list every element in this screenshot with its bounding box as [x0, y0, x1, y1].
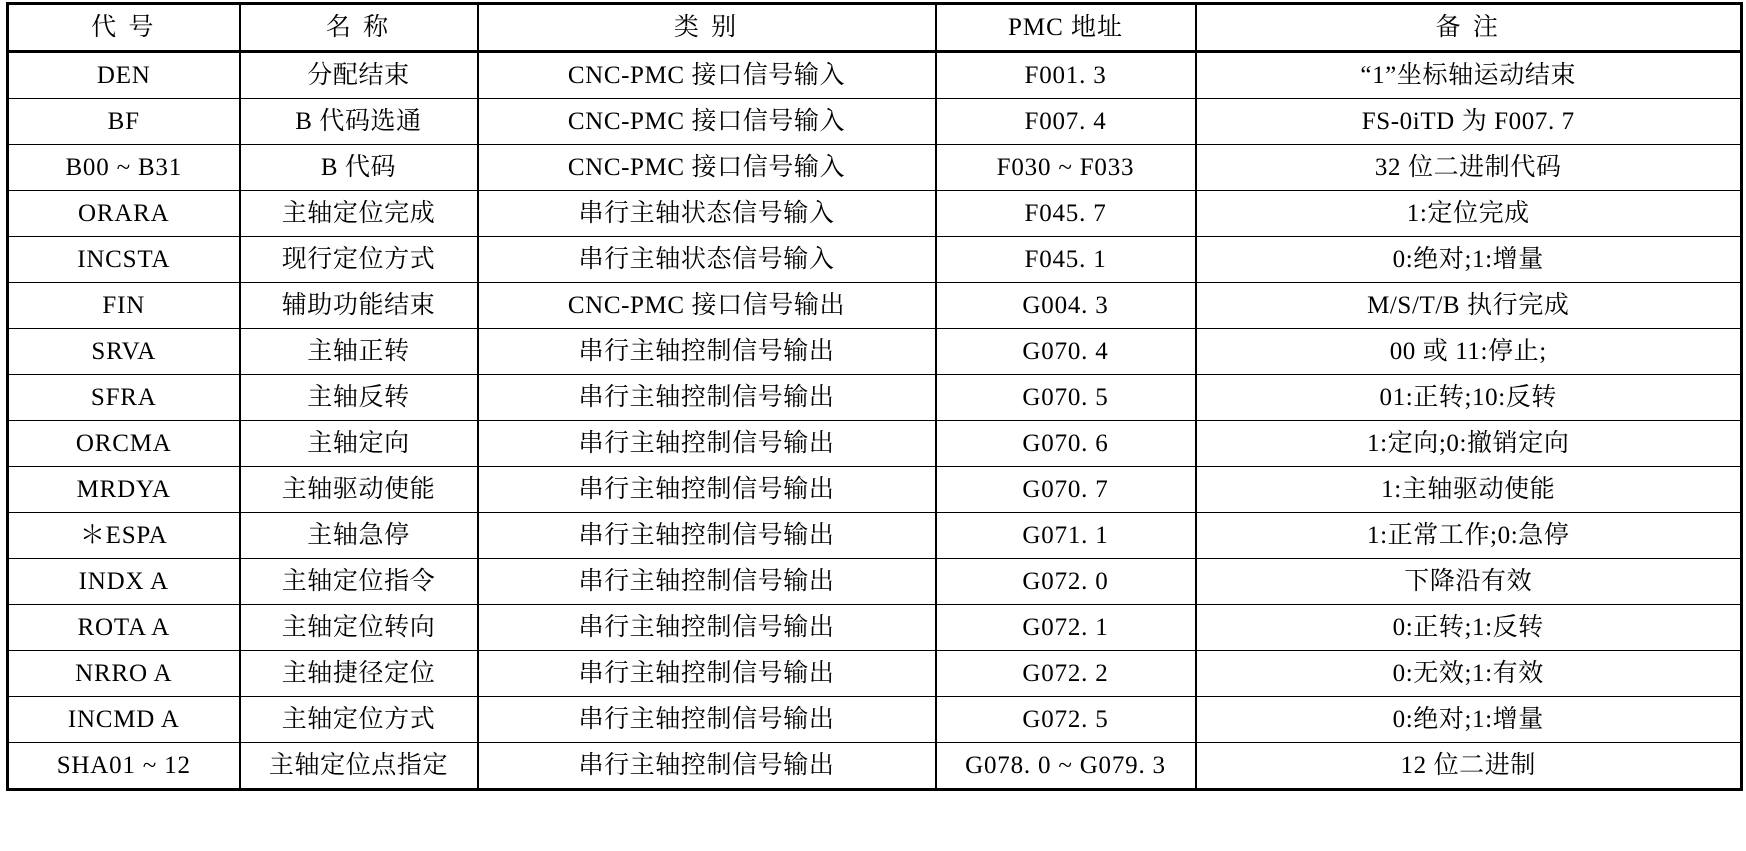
- column-header-category: 类 别: [478, 4, 936, 52]
- cell-code: ORARA: [8, 191, 240, 237]
- cell-category: 串行主轴控制信号输出: [478, 743, 936, 790]
- table-row: [8, 651, 1742, 697]
- cell-note: “1”坐标轴运动结束: [1196, 52, 1742, 99]
- table-row: [8, 375, 1742, 421]
- cell-address: G078. 0 ~ G079. 3: [936, 743, 1196, 790]
- cell-address: F007. 4: [936, 99, 1196, 145]
- cell-note: 1:正常工作;0:急停: [1196, 513, 1742, 559]
- cell-code: INDX A: [8, 559, 240, 605]
- cell-note: M/S/T/B 执行完成: [1196, 283, 1742, 329]
- column-header-note: 备 注: [1196, 4, 1742, 52]
- cell-note: FS-0iTD 为 F007. 7: [1196, 99, 1742, 145]
- pmc-signal-table: [6, 2, 1743, 791]
- table-row: [8, 237, 1742, 283]
- cell-category: 串行主轴状态信号输入: [478, 237, 936, 283]
- cell-note: 1:定位完成: [1196, 191, 1742, 237]
- cell-name: 主轴定向: [240, 421, 478, 467]
- cell-address: G070. 7: [936, 467, 1196, 513]
- cell-note: 0:正转;1:反转: [1196, 605, 1742, 651]
- table-row: [8, 743, 1742, 790]
- table-row: [8, 191, 1742, 237]
- cell-code: SRVA: [8, 329, 240, 375]
- cell-code: MRDYA: [8, 467, 240, 513]
- table-row: [8, 697, 1742, 743]
- cell-category: 串行主轴控制信号输出: [478, 559, 936, 605]
- cell-code: FIN: [8, 283, 240, 329]
- cell-note: 01:正转;10:反转: [1196, 375, 1742, 421]
- cell-address: G070. 6: [936, 421, 1196, 467]
- cell-name: 辅助功能结束: [240, 283, 478, 329]
- cell-name: 主轴急停: [240, 513, 478, 559]
- cell-code: ORCMA: [8, 421, 240, 467]
- cell-category: 串行主轴控制信号输出: [478, 375, 936, 421]
- cell-category: 串行主轴控制信号输出: [478, 329, 936, 375]
- table-row: [8, 467, 1742, 513]
- table-row: [8, 99, 1742, 145]
- cell-category: 串行主轴控制信号输出: [478, 605, 936, 651]
- table-row: [8, 513, 1742, 559]
- cell-category: 串行主轴控制信号输出: [478, 651, 936, 697]
- document-page: [0, 2, 1746, 851]
- cell-category: 串行主轴控制信号输出: [478, 697, 936, 743]
- cell-address: G070. 5: [936, 375, 1196, 421]
- table-row: [8, 421, 1742, 467]
- cell-code: B00 ~ B31: [8, 145, 240, 191]
- cell-note: 下降沿有效: [1196, 559, 1742, 605]
- cell-name: 主轴定位点指定: [240, 743, 478, 790]
- cell-code: SFRA: [8, 375, 240, 421]
- cell-note: 1:定向;0:撤销定向: [1196, 421, 1742, 467]
- cell-name: 现行定位方式: [240, 237, 478, 283]
- cell-address: G072. 1: [936, 605, 1196, 651]
- cell-code: INCSTA: [8, 237, 240, 283]
- cell-name: 主轴定位方式: [240, 697, 478, 743]
- cell-address: F030 ~ F033: [936, 145, 1196, 191]
- cell-category: 串行主轴控制信号输出: [478, 421, 936, 467]
- cell-category: 串行主轴控制信号输出: [478, 513, 936, 559]
- column-header-code: 代 号: [8, 4, 240, 52]
- cell-address: G072. 5: [936, 697, 1196, 743]
- cell-address: F045. 1: [936, 237, 1196, 283]
- cell-name: B 代码: [240, 145, 478, 191]
- cell-category: 串行主轴状态信号输入: [478, 191, 936, 237]
- cell-category: CNC-PMC 接口信号输入: [478, 145, 936, 191]
- cell-code: INCMD A: [8, 697, 240, 743]
- table-row: [8, 283, 1742, 329]
- cell-address: G071. 1: [936, 513, 1196, 559]
- cell-name: 主轴驱动使能: [240, 467, 478, 513]
- table-row: [8, 329, 1742, 375]
- cell-name: 主轴定位完成: [240, 191, 478, 237]
- cell-code: SHA01 ~ 12: [8, 743, 240, 790]
- table-row: [8, 559, 1742, 605]
- table-body: [8, 52, 1742, 790]
- cell-name: 分配结束: [240, 52, 478, 99]
- table-row: [8, 605, 1742, 651]
- table-row: [8, 52, 1742, 99]
- cell-address: G072. 2: [936, 651, 1196, 697]
- cell-name: B 代码选通: [240, 99, 478, 145]
- cell-address: G070. 4: [936, 329, 1196, 375]
- cell-code: NRRO A: [8, 651, 240, 697]
- cell-code: ROTA A: [8, 605, 240, 651]
- cell-category: 串行主轴控制信号输出: [478, 467, 936, 513]
- cell-address: G072. 0: [936, 559, 1196, 605]
- cell-name: 主轴定位转向: [240, 605, 478, 651]
- cell-category: CNC-PMC 接口信号输入: [478, 99, 936, 145]
- cell-address: F001. 3: [936, 52, 1196, 99]
- cell-note: 1:主轴驱动使能: [1196, 467, 1742, 513]
- table-row: [8, 145, 1742, 191]
- cell-address: G004. 3: [936, 283, 1196, 329]
- column-header-address: PMC 地址: [936, 4, 1196, 52]
- cell-name: 主轴定位指令: [240, 559, 478, 605]
- cell-note: 0:绝对;1:增量: [1196, 237, 1742, 283]
- cell-note: 32 位二进制代码: [1196, 145, 1742, 191]
- cell-name: 主轴捷径定位: [240, 651, 478, 697]
- cell-note: 0:绝对;1:增量: [1196, 697, 1742, 743]
- cell-note: 12 位二进制: [1196, 743, 1742, 790]
- cell-name: 主轴正转: [240, 329, 478, 375]
- cell-code: BF: [8, 99, 240, 145]
- cell-category: CNC-PMC 接口信号输出: [478, 283, 936, 329]
- table-header-row: [8, 4, 1742, 52]
- cell-code: ＊ESPA: [8, 513, 240, 559]
- column-header-name: 名 称: [240, 4, 478, 52]
- cell-address: F045. 7: [936, 191, 1196, 237]
- cell-note: 00 或 11:停止;: [1196, 329, 1742, 375]
- cell-category: CNC-PMC 接口信号输入: [478, 52, 936, 99]
- cell-note: 0:无效;1:有效: [1196, 651, 1742, 697]
- cell-code: DEN: [8, 52, 240, 99]
- cell-name: 主轴反转: [240, 375, 478, 421]
